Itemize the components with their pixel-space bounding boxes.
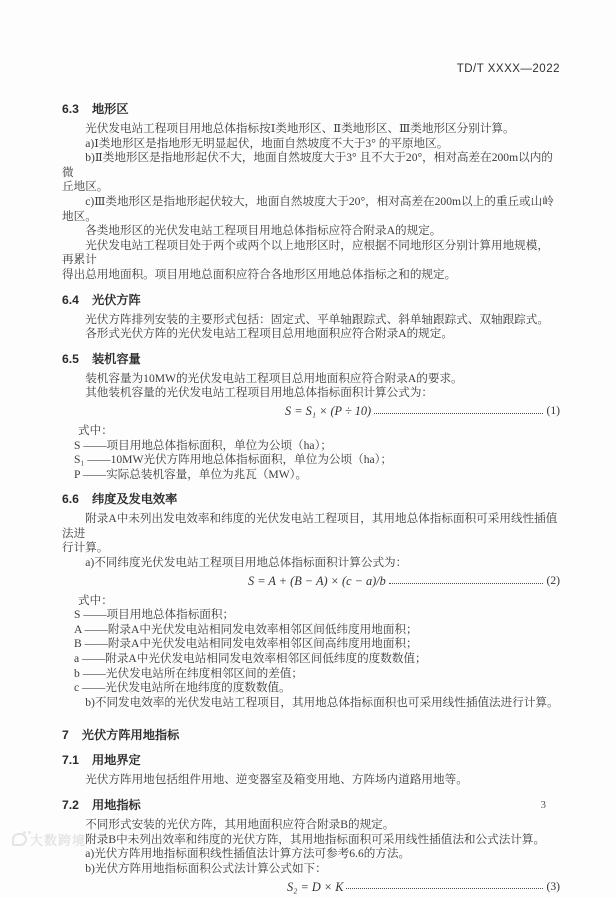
watermark-text: 大数跨境 (30, 833, 87, 848)
list-item-b: b)不同发电效率的光伏发电站工程项目，其用地总体指标面积也可采用线性插值法进行计算。 (85, 695, 559, 709)
document-code: TD/T XXXX—2022 (456, 63, 560, 75)
section-title: 用地界定 (91, 753, 141, 768)
dot-leader (374, 413, 543, 414)
list-item-b: b)光伏方阵用地指标面积公式法计算公式如下： (85, 861, 327, 875)
section-title: 光伏方阵 (91, 292, 141, 307)
definition-P: P ——实际总装机容量，单位为兆瓦（MW）。 (74, 467, 308, 481)
list-item-c: c)Ⅲ类地形区是指地形起伏较大，地面自然坡度大于20°，相对高差在200m以上的重丘或山岭地区。 (62, 194, 554, 223)
paragraph-line1: 光伏发电站工程项目处于两个或两个以上地形区时，应根据不同地形区分别计算用地规模，再累计 (62, 238, 549, 267)
section-title: 纬度及发电效率 (91, 492, 178, 507)
formula-1 (62, 403, 560, 419)
section-heading-6-3 (62, 101, 560, 117)
list-item-a: a)不同纬度光伏发电站工程项目用地总体指标面积计算公式为： (85, 556, 408, 570)
formula-number: (3) (546, 879, 560, 893)
paragraph: 各类地形区的光伏发电站工程项目用地总体指标应符合附录A的规定。 (85, 224, 442, 238)
paragraph: 光伏方阵排列安装的主要形式包括：固定式、平单轴跟踪式、斜单轴跟踪式、双轴跟踪式。 (85, 312, 549, 326)
chapter-title: 光伏方阵用地指标 (81, 728, 180, 743)
formula-2 (62, 573, 560, 589)
paragraph-line1: 附录A中未列出发电效率和纬度的光伏发电站工程项目，其用地总体指标面积可采用线性插值法进 (62, 512, 558, 540)
definition-B: B ——附录A中光伏发电站相同发电效率相邻区间高纬度用地面积； (74, 637, 418, 651)
paragraph-line2: 得出总用地面积。项目用地总面积应符合各地形区用地总体指标之和的规定。 (62, 267, 457, 281)
section-number: 6.3 (62, 102, 79, 116)
formula-number: (2) (546, 574, 560, 588)
where-label: 式中： (78, 593, 113, 607)
section-number: 6.4 (62, 292, 79, 307)
section-number: 6.5 (62, 351, 79, 366)
list-item-a: a)光伏方阵用地指标面积线性插值法计算方法可参考6.6的方法。 (85, 847, 411, 861)
chapter-number: 7 (62, 728, 69, 743)
paragraph: 光伏方阵用地包括组件用地、逆变器室及箱变用地、方阵场内道路用地等。 (85, 773, 468, 787)
paragraph: 光伏发电站工程项目用地总体指标按Ⅰ类地形区、Ⅱ类地形区、Ⅲ类地形区分别计算。 (85, 122, 515, 135)
section-heading-7-1 (62, 752, 560, 768)
section-title: 用地指标 (91, 798, 141, 812)
list-item-a: a)Ⅰ类地形区是指地形无明显起伏，地面自然坡度不大于3° 的平原地区。 (85, 136, 449, 150)
dot-leader (389, 583, 544, 584)
paragraph: 装机容量为10MW的光伏发电站工程项目总用地面积应符合附录A的要求。 (85, 371, 463, 385)
paragraph: 其他装机容量的光伏发电站工程项目用地总体指标面积计算公式为： (85, 386, 434, 400)
page-number: 3 (540, 799, 546, 811)
definition-S: S ——项目用地总体指标面积，单位为公顷（ha）； (74, 438, 332, 452)
where-label: 式中： (78, 423, 113, 437)
formula-3 (62, 878, 560, 894)
section-title: 地形区 (91, 102, 129, 116)
section-heading-6-6 (62, 491, 560, 507)
list-item-b-line2: 丘地区。 (62, 180, 109, 194)
definition-a: a ——附录A中光伏发电站相同发电效率相邻区间低纬度的度数数值； (74, 652, 427, 666)
section-title: 装机容量 (91, 351, 141, 366)
definition-S: S ——项目用地总体指标面积； (74, 608, 235, 622)
section-heading-6-5 (62, 351, 560, 367)
paragraph: 附录B中未列出效率和纬度的光伏方阵，其用地指标面积可采用线性插值法和公式法计算。 (85, 832, 546, 846)
dot-leader (346, 888, 543, 889)
definition-b: b ——光伏发电站所在纬度相邻区间的差值； (74, 666, 303, 680)
section-number: 7.1 (62, 753, 79, 768)
list-item-b-line1: b)Ⅱ类地形区是指地形起伏不大，地面自然坡度大于3° 且不大于20°，相对高差在200m以内的微 (62, 151, 553, 179)
section-heading-7-2 (62, 797, 560, 813)
paragraph: 不同形式安装的光伏方阵，其用地面积应符合附录B的规定。 (85, 818, 395, 831)
document-body (62, 92, 560, 898)
definition-c: c ——光伏发电站所在地纬度的度数数值。 (74, 681, 291, 695)
section-number: 6.6 (62, 492, 79, 507)
chapter-heading-7 (62, 727, 560, 743)
watermark (12, 830, 86, 849)
section-heading-6-4 (62, 292, 560, 308)
section-number: 7.2 (62, 798, 79, 812)
paragraph-line2: 行计算。 (62, 541, 109, 555)
formula-text: S₂ = D × K (287, 879, 344, 894)
formula-number: (1) (546, 404, 560, 418)
formula-text: S = S₁ × (P ÷ 10) (285, 404, 372, 419)
watermark-logo-icon (12, 833, 27, 846)
definition-A: A ——附录A中光伏发电站相同发电效率相邻区间低纬度用地面积； (74, 622, 418, 636)
formula-text: S = A + (B − A) × (c − a)/b (248, 574, 386, 589)
definition-S1: S₁ ——10MW光伏方阵用地总体指标面积，单位为公顷（ha）； (74, 453, 393, 467)
paragraph: 各形式光伏方阵的光伏发电站工程项目总用地面积应符合附录A的规定。 (85, 327, 453, 341)
